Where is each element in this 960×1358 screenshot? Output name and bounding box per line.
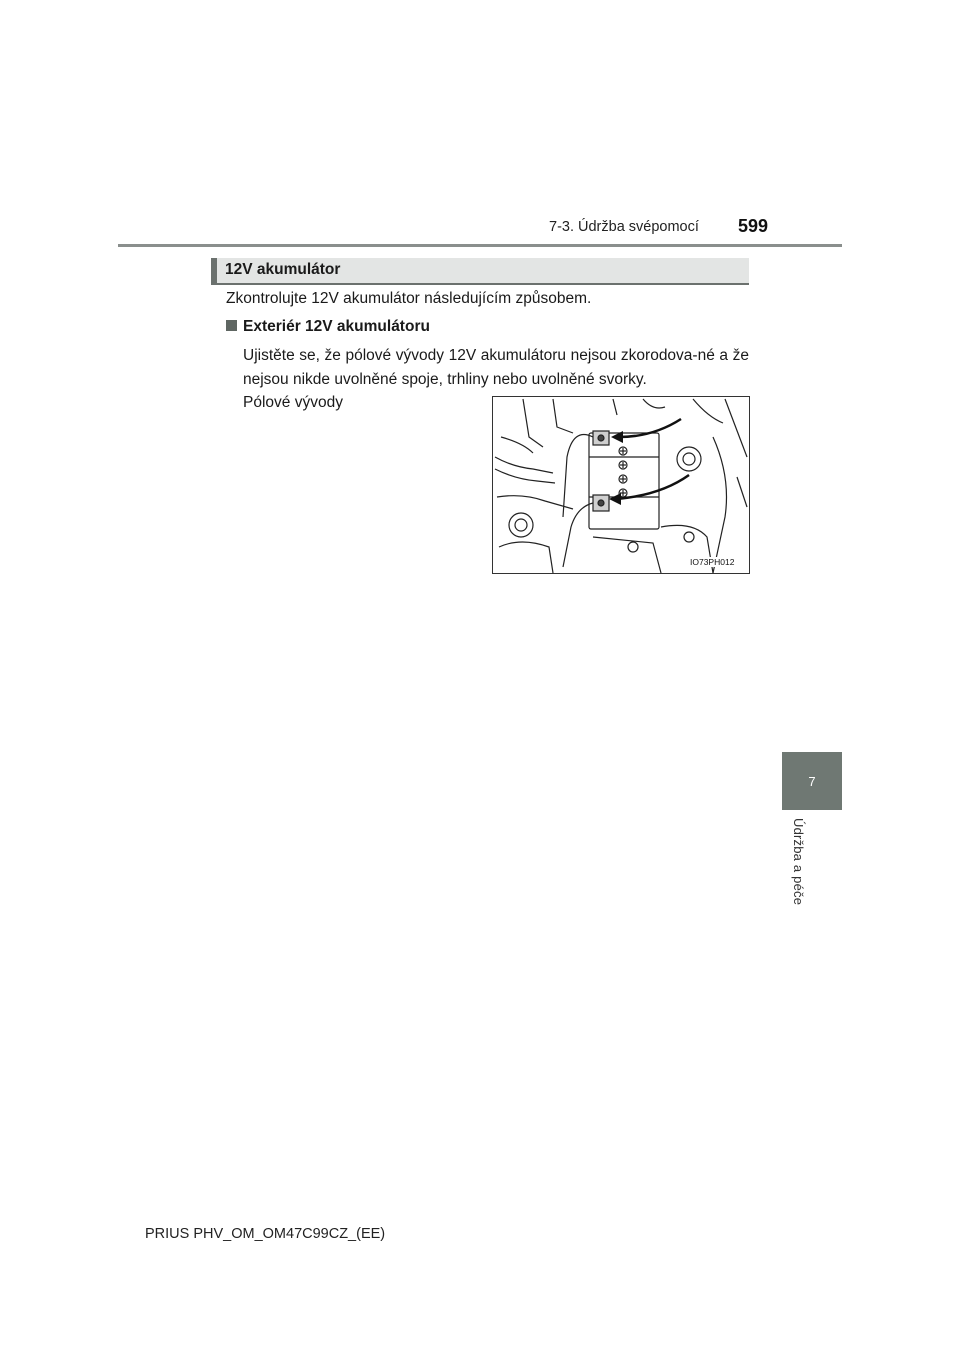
section-title-accent	[211, 258, 217, 285]
page-number: 599	[738, 216, 769, 236]
chapter-side-label: Údržba a péče	[791, 818, 806, 906]
battery-figure	[492, 396, 750, 574]
header-section-title: 7-3. Údržba svépomocí	[549, 219, 699, 235]
section-intro: Zkontrolujte 12V akumulátor následujícím způsobem.	[226, 290, 592, 307]
subheading-text: Exteriér 12V akumulátoru	[243, 318, 430, 335]
battery-terminals-illustration	[493, 397, 749, 573]
square-bullet-icon	[226, 320, 237, 331]
body-paragraph: Ujistěte se, že pólové vývody 12V akumulátoru nejsou zkorodova-né a že nejsou nikde uvolněné spoje, trhliny nebo uvolněné svorky.	[243, 347, 749, 388]
footer-document-id: PRIUS PHV_OM_OM47C99CZ_(EE)	[145, 1226, 386, 1242]
chapter-tab	[782, 752, 842, 810]
subheading	[226, 318, 430, 336]
figure-code: IO73PH012	[690, 557, 735, 567]
section-title: 12V akumulátor	[225, 261, 341, 278]
header-rule	[118, 244, 842, 247]
section-title-bar	[211, 258, 749, 285]
chapter-number: 7	[808, 773, 816, 789]
callout-label: Pólové vývody	[243, 394, 343, 411]
